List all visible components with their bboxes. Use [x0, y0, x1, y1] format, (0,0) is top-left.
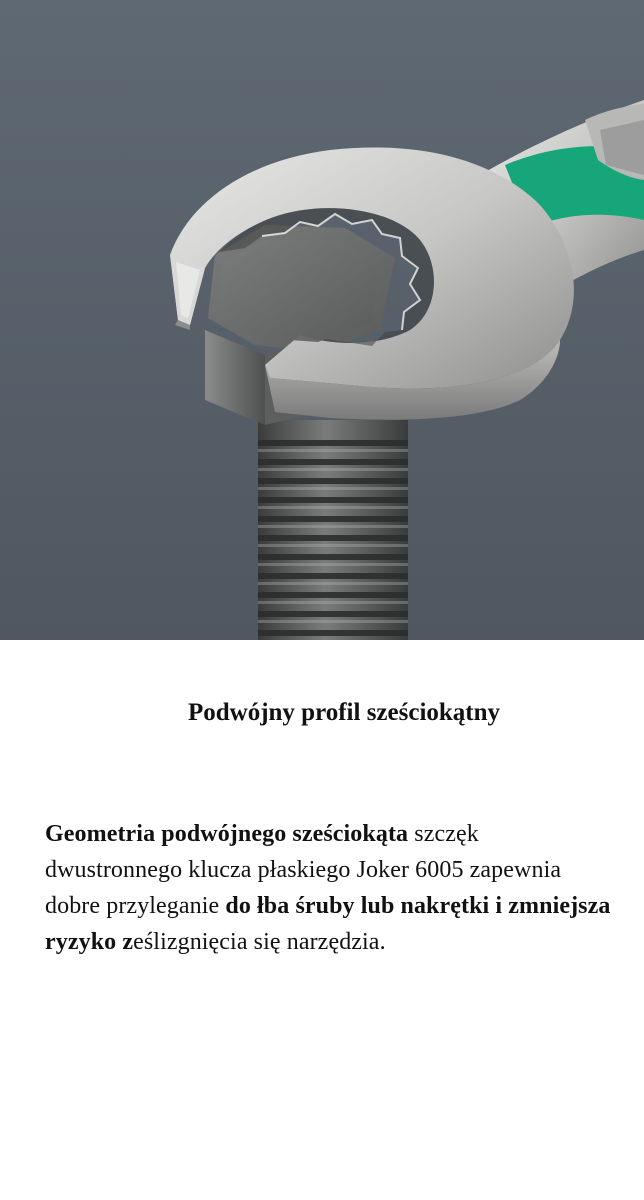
description-paragraph [45, 816, 615, 960]
section-heading: Podwójny profil sześciokątny [187, 699, 501, 726]
text-phrase-4: eślizgnięcia się narzędzia. [133, 929, 386, 955]
text-phrase-2: szczęk dwustronnego klucza płaskiego Joker 6005 zapewnia dobre przyleganie [45, 821, 562, 919]
bolt-shaft [258, 420, 408, 640]
bold-phrase-3: do łba śruby lub nakrętki i zmniejsza ryzyko z [45, 893, 611, 955]
bold-phrase-1: Geometria podwójnego sześciokąta [45, 821, 409, 847]
